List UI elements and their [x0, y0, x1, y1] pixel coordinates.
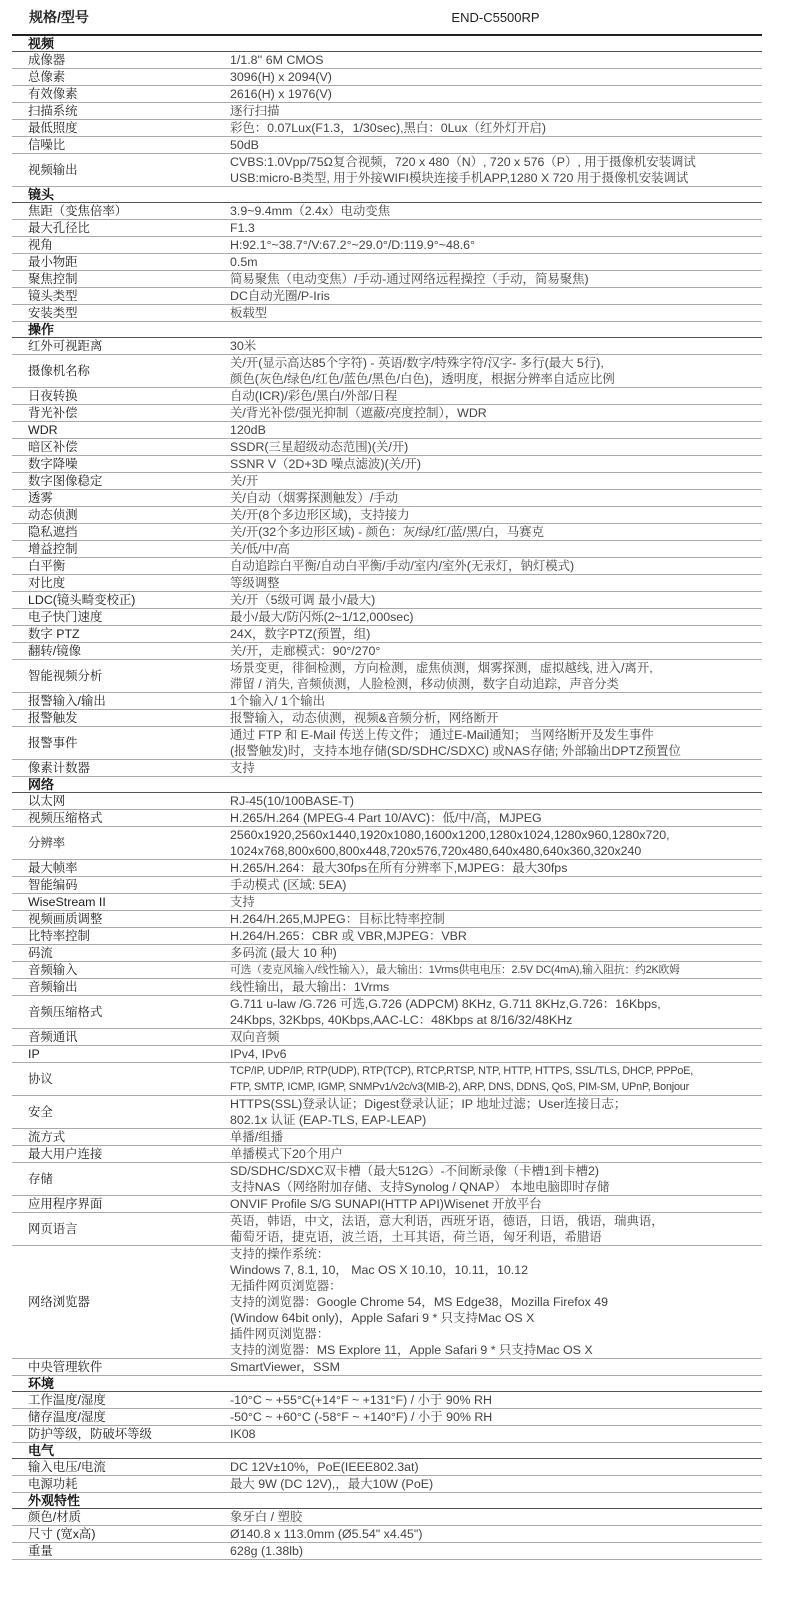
spec-row — [12, 643, 762, 660]
spec-label: 暗区补偿 — [28, 440, 78, 454]
spec-value: TCP/IP, UDP/IP, RTP(UDP), RTP(TCP), RTCP,RTSP, NTP, HTTP, HTTPS, SSL/TLS, DHCP, PPPoE, FTP, SMTP, ICMP, IGMP, SNMPv1/v2c/v3(MIB-2), ARP, DNS, DDNS, QoS, PIM-SM, UPnP, Bonjour — [230, 1065, 693, 1093]
spec-label: 智能视频分析 — [28, 669, 103, 683]
spec-row — [12, 592, 762, 609]
spec-value: 关/背光补偿/强光抑制（遮蔽/亮度控制），WDR — [230, 406, 487, 420]
spec-label: 报警事件 — [28, 736, 78, 750]
spec-value: 关/低/中/高 — [230, 542, 290, 556]
spec-row — [12, 810, 762, 827]
spec-value: H.264/H.265,MJPEG：目标比特率控制 — [230, 912, 445, 926]
spec-label: 对比度 — [28, 576, 66, 590]
spec-row — [12, 558, 762, 575]
spec-value: 支持 — [230, 761, 255, 775]
spec-row — [12, 710, 762, 727]
spec-row — [12, 271, 762, 288]
spec-value: 板载型 — [230, 306, 268, 320]
spec-value: 1个输入/ 1个输出 — [230, 694, 326, 708]
spec-row — [12, 1359, 762, 1376]
spec-value: 50dB — [230, 138, 259, 152]
spec-value: 628g (1.38lb) — [230, 1544, 304, 1558]
spec-row — [12, 305, 762, 322]
spec-row — [12, 439, 762, 456]
spec-row — [12, 894, 762, 911]
spec-label: 视频压缩格式 — [28, 811, 103, 825]
spec-row — [12, 575, 762, 592]
spec-value: 关/开(显示高达85个字符) - 英语/数字/特殊字符/汉字- 多行(最大 5行), 颜色(灰色/绿色/红色/蓝色/黑色/白色)，透明度，根据分辨率自适应比例 — [230, 356, 615, 386]
spec-label: 码流 — [28, 946, 53, 960]
spec-row — [12, 996, 762, 1029]
spec-sheet — [12, 0, 762, 1560]
spec-value: 最小/最大/防闪烁(2~1/12,000sec) — [230, 610, 414, 624]
spec-value: 简易聚焦（电动变焦）/手动-通过网络远程操控（手动，简易聚焦) — [230, 272, 589, 286]
spec-row — [12, 1426, 762, 1443]
spec-label: 分辨率 — [28, 836, 66, 850]
spec-row — [12, 727, 762, 760]
spec-value: SD/SDHC/SDXC双卡槽（最大512G）-不间断录像（卡槽1到卡槽2) 支持NAS（网络附加存储、支持Synolog / QNAP） 本地电脑即时存储 — [230, 1164, 610, 1194]
spec-value: 自动(ICR)/彩色/黑白/外部/日程 — [230, 389, 398, 403]
spec-row — [12, 760, 762, 777]
spec-value: 关/开 — [230, 474, 259, 488]
spec-label: 信噪比 — [28, 138, 66, 152]
spec-row — [12, 1029, 762, 1046]
spec-value: 单播/组播 — [230, 1130, 284, 1144]
spec-label: 输入电压/电流 — [28, 1460, 106, 1474]
spec-label: 最低照度 — [28, 121, 78, 135]
spec-row — [12, 69, 762, 86]
spec-row — [12, 203, 762, 220]
spec-value: 关/开(32个多边形区域) - 颜色：灰/绿/红/蓝/黑/白，马赛克 — [230, 525, 544, 539]
spec-label: 重量 — [28, 1544, 53, 1558]
spec-row — [12, 1129, 762, 1146]
spec-value: 关/开(8个多边形区域)，支持接力 — [230, 508, 410, 522]
spec-label: WiseStream II — [28, 895, 106, 909]
spec-label: 音频通讯 — [28, 1030, 78, 1044]
spec-label: 扫描系统 — [28, 104, 78, 118]
section-title: 外观特性 — [12, 1493, 762, 1509]
spec-label: 音频压缩格式 — [28, 1005, 103, 1019]
spec-value: 24X，数字PTZ(预置，组) — [230, 627, 371, 641]
spec-label: 储存温度/湿度 — [28, 1410, 106, 1424]
spec-value: 支持的操作系统： Windows 7, 8.1, 10， Mac OS X 10.10，10.11，10.12 无插件网页浏览器： 支持的浏览器：Google Chrome 54，MS Edge38，Mozilla Firefox 49 (Window 64bit only)，Apple Safari 9 * 只支持Mac OS X 插件网页浏览器： 支持的浏览器：MS Explore 11，Apple Safari 9 * 只支持Mac OS X — [230, 1247, 609, 1357]
spec-row — [12, 1526, 762, 1543]
spec-value: DC 12V±10%，PoE(IEEE802.3at) — [230, 1460, 419, 1474]
spec-value: -50°C ~ +60°C (-58°F ~ +140°F) / 小于 90% RH — [230, 1410, 493, 1424]
spec-label: 视频输出 — [28, 163, 78, 177]
spec-value: 1/1.8'' 6M CMOS — [230, 53, 324, 67]
spec-label: 安装类型 — [28, 306, 78, 320]
spec-value: 象牙白 / 塑胶 — [230, 1510, 303, 1524]
spec-value: 单播模式下20个用户 — [230, 1147, 343, 1161]
spec-row — [12, 1146, 762, 1163]
spec-label: 像素计数器 — [28, 761, 90, 775]
spec-row — [12, 120, 762, 137]
model-name: END-C5500RP — [451, 9, 540, 25]
spec-label: 最大孔径比 — [28, 221, 90, 235]
spec-row — [12, 1543, 762, 1560]
spec-value: 关/自动（烟雾探测触发）/手动 — [230, 491, 398, 505]
spec-label: 存储 — [28, 1172, 53, 1186]
spec-label: WDR — [28, 423, 58, 437]
spec-row — [12, 979, 762, 996]
spec-label: 应用程序界面 — [28, 1197, 103, 1211]
spec-value: 关/开（5级可调 最小/最大) — [230, 593, 376, 607]
spec-label: 网络浏览器 — [28, 1295, 90, 1309]
spec-value: 2560x1920,2560x1440,1920x1080,1600x1200,1280x1024,1280x960,1280x720, 1024x768,800x600,800x448,720x576,720x480,640x480,640x360,320x240 — [230, 828, 670, 858]
spec-label: 以太网 — [28, 794, 66, 808]
spec-value: G.711 u-law /G.726 可选,G.726 (ADPCM) 8KHz, G.711 8KHz,G.726：16Kbps, 24Kbps, 32Kbps, 40Kbps,AAC-LC：48Kbps at 8/16/32/48KHz — [230, 997, 661, 1027]
spec-value: 报警输入，动态侦测，视频&音频分析，网络断开 — [230, 711, 499, 725]
spec-row — [12, 220, 762, 237]
spec-value: 等级调整 — [230, 576, 280, 590]
spec-row — [12, 660, 762, 693]
spec-label: 音频输入 — [28, 963, 78, 977]
spec-row — [12, 860, 762, 877]
spec-value: SSDR(三星超级动态范围)(关/开) — [230, 440, 409, 454]
spec-row — [12, 1246, 762, 1359]
spec-row — [12, 626, 762, 643]
section-title: 操作 — [12, 322, 762, 338]
spec-value: 多码流 (最大 10 种) — [230, 946, 337, 960]
spec-value: 120dB — [230, 423, 266, 437]
spec-label: 红外可视距离 — [28, 339, 103, 353]
spec-value: 支持 — [230, 895, 255, 909]
spec-value: 双向音频 — [230, 1030, 280, 1044]
spec-row — [12, 877, 762, 894]
spec-value: RJ-45(10/100BASE-T) — [230, 794, 354, 808]
spec-label: 中央管理软件 — [28, 1360, 103, 1374]
spec-row — [12, 827, 762, 860]
spec-value: 线性输出，最大输出：1Vrms — [230, 980, 390, 994]
spec-value: 关/开，走廊模式：90°/270° — [230, 644, 381, 658]
spec-value: DC自动光圈/P-Iris — [230, 289, 330, 303]
spec-value: -10°C ~ +55°C(+14°F ~ +131°F) / 小于 90% RH — [230, 1393, 492, 1407]
spec-row — [12, 524, 762, 541]
spec-value: CVBS:1.0Vpp/75Ω复合视频，720 x 480（N）, 720 x 576（P）, 用于摄像机安装调试 USB:micro-B类型, 用于外接WIFI模块连接手机APP,1280 X 720 用于摄像机安装调试 — [230, 155, 696, 185]
spec-label: 最大帧率 — [28, 861, 78, 875]
spec-row — [12, 911, 762, 928]
spec-label: 透雾 — [28, 491, 53, 505]
spec-label: 数字 PTZ — [28, 627, 80, 641]
spec-label: 视角 — [28, 238, 53, 252]
spec-label: 电子快门速度 — [28, 610, 103, 624]
spec-value: H:92.1°~38.7°/V:67.2°~29.0°/D:119.9°~48.6° — [230, 238, 476, 252]
spec-value: SSNR V（2D+3D 噪点滤波)(关/开) — [230, 457, 422, 471]
spec-row — [12, 137, 762, 154]
section-title: 镜头 — [12, 187, 762, 203]
spec-row — [12, 1196, 762, 1213]
spec-label: 背光补偿 — [28, 406, 78, 420]
spec-value: H.265/H.264：最大30fps在所有分辨率下,MJPEG：最大30fps — [230, 861, 568, 875]
spec-value: 彩色：0.07Lux(F1.3，1/30sec),黑白：0Lux（红外灯开启) — [230, 121, 547, 135]
spec-header — [12, 0, 762, 36]
spec-row — [12, 1392, 762, 1409]
spec-row — [12, 928, 762, 945]
spec-row — [12, 154, 762, 187]
spec-label: 报警触发 — [28, 711, 78, 725]
spec-row — [12, 1509, 762, 1526]
spec-row — [12, 1459, 762, 1476]
spec-value: SmartViewer，SSM — [230, 1360, 340, 1374]
section-title: 视频 — [12, 36, 762, 52]
spec-label: 焦距（变焦倍率） — [28, 204, 128, 218]
spec-row — [12, 1476, 762, 1493]
spec-label: 协议 — [28, 1072, 53, 1086]
spec-label: 增益控制 — [28, 542, 78, 556]
spec-row — [12, 693, 762, 710]
spec-row — [12, 945, 762, 962]
spec-row — [12, 962, 762, 979]
spec-value: 最大 9W (DC 12V),，最大10W (PoE) — [230, 1477, 434, 1491]
spec-row — [12, 1213, 762, 1246]
spec-row — [12, 355, 762, 388]
spec-label: 音频输出 — [28, 980, 78, 994]
spec-value: 场景变更，徘徊检测，方向检测，虚焦侦测，烟雾探测，虚拟越线, 进入/离开, 滞留 / 消失, 音频侦测，人脸检测，移动侦测，数字自动追踪，声音分类 — [230, 661, 653, 691]
spec-value: F1.3 — [230, 221, 255, 235]
spec-row — [12, 388, 762, 405]
spec-value: 3096(H) x 2094(V) — [230, 70, 332, 84]
spec-label: 最小物距 — [28, 255, 78, 269]
spec-value: 30米 — [230, 339, 257, 353]
spec-label: 电源功耗 — [28, 1477, 78, 1491]
spec-row — [12, 1096, 762, 1129]
spec-label: 工作温度/湿度 — [28, 1393, 106, 1407]
spec-row — [12, 456, 762, 473]
spec-value: 英语，韩语，中文，法语，意大利语，西班牙语，德语，日语，俄语，瑞典语， 葡萄牙语，捷克语，波兰语，土耳其语，荷兰语，匈牙利语，希腊语 — [230, 1214, 664, 1244]
spec-row — [12, 473, 762, 490]
spec-value: IK08 — [230, 1427, 256, 1441]
spec-row — [12, 507, 762, 524]
spec-row — [12, 405, 762, 422]
spec-value: ONVIF Profile S/G SUNAPI(HTTP API)Wisenet 开放平台 — [230, 1197, 542, 1211]
spec-value: 自动追踪白平衡/自动白平衡/手动/室内/室外(无汞灯，钠灯模式) — [230, 559, 575, 573]
spec-row — [12, 541, 762, 558]
spec-value: 2616(H) x 1976(V) — [230, 87, 332, 101]
spec-value: H.265/H.264 (MPEG-4 Part 10/AVC)：低/中/高，MJPEG — [230, 811, 542, 825]
spec-label: 颜色/材质 — [28, 1510, 82, 1524]
spec-label: 日夜转换 — [28, 389, 78, 403]
spec-label: 总像素 — [28, 70, 66, 84]
spec-label: 白平衡 — [28, 559, 66, 573]
spec-value: 3.9~9.4mm（2.4x）电动变焦 — [230, 204, 391, 218]
spec-label: LDC(镜头畸变校正) — [28, 593, 136, 607]
spec-row — [12, 422, 762, 439]
spec-label: 网页语言 — [28, 1222, 78, 1236]
spec-row — [12, 1409, 762, 1426]
spec-row — [12, 254, 762, 271]
spec-label: 报警输入/输出 — [28, 694, 106, 708]
spec-label: 隐私遮挡 — [28, 525, 78, 539]
spec-label: 有效像素 — [28, 87, 78, 101]
spec-value: 通过 FTP 和 E-Mail 传送上传文件； 通过E-Mail通知； 当网络断开及发生事件 (报警触发)时，支持本地存储(SD/SDHC/SDXC) 或NAS存储; 外部输出DPTZ预置位 — [230, 728, 681, 758]
spec-value: IPv4, IPv6 — [230, 1047, 287, 1061]
spec-label: 比特率控制 — [28, 929, 90, 943]
spec-value: 0.5m — [230, 255, 258, 269]
spec-value: 手动模式 (区域: 5EA) — [230, 878, 347, 892]
spec-value: Ø140.8 x 113.0mm (Ø5.54" x4.45") — [230, 1527, 423, 1541]
spec-label: 尺寸 (宽x高) — [28, 1527, 96, 1541]
spec-sections — [12, 36, 762, 1560]
spec-label: IP — [28, 1047, 40, 1061]
spec-row — [12, 86, 762, 103]
spec-value: 逐行扫描 — [230, 104, 280, 118]
spec-row — [12, 490, 762, 507]
header-key: 规格/型号 — [29, 9, 89, 25]
spec-row — [12, 237, 762, 254]
spec-label: 镜头类型 — [28, 289, 78, 303]
spec-label: 流方式 — [28, 1130, 66, 1144]
spec-label: 最大用户连接 — [28, 1147, 103, 1161]
spec-label: 数字图像稳定 — [28, 474, 103, 488]
spec-row — [12, 52, 762, 69]
spec-row — [12, 793, 762, 810]
section-title: 电气 — [12, 1443, 762, 1459]
spec-row — [12, 1163, 762, 1196]
spec-value: 可选（麦克风输入/线性输入），最大输出：1Vrms供电电压：2.5V DC(4mA),输入阻抗：约2K欧姆 — [230, 964, 680, 976]
spec-label: 摄像机名称 — [28, 364, 90, 378]
section-title: 网络 — [12, 777, 762, 793]
spec-label: 成像器 — [28, 53, 66, 67]
spec-label: 动态侦测 — [28, 508, 78, 522]
spec-label: 视频画质调整 — [28, 912, 103, 926]
spec-row — [12, 609, 762, 626]
spec-row — [12, 338, 762, 355]
spec-label: 安全 — [28, 1105, 53, 1119]
spec-label: 智能编码 — [28, 878, 78, 892]
spec-label: 数字降噪 — [28, 457, 78, 471]
spec-value: H.264/H.265：CBR 或 VBR,MJPEG：VBR — [230, 929, 467, 943]
spec-label: 聚焦控制 — [28, 272, 78, 286]
spec-label: 翻转/镜像 — [28, 644, 82, 658]
spec-label: 防护等级，防破坏等级 — [28, 1427, 152, 1441]
spec-value: HTTPS(SSL)登录认证；Digest登录认证；IP 地址过滤；User连接日志； 802.1x 认证 (EAP-TLS, EAP-LEAP) — [230, 1097, 627, 1127]
spec-row — [12, 1046, 762, 1063]
spec-row — [12, 1063, 762, 1096]
section-title: 环境 — [12, 1376, 762, 1392]
spec-row — [12, 103, 762, 120]
spec-row — [12, 288, 762, 305]
